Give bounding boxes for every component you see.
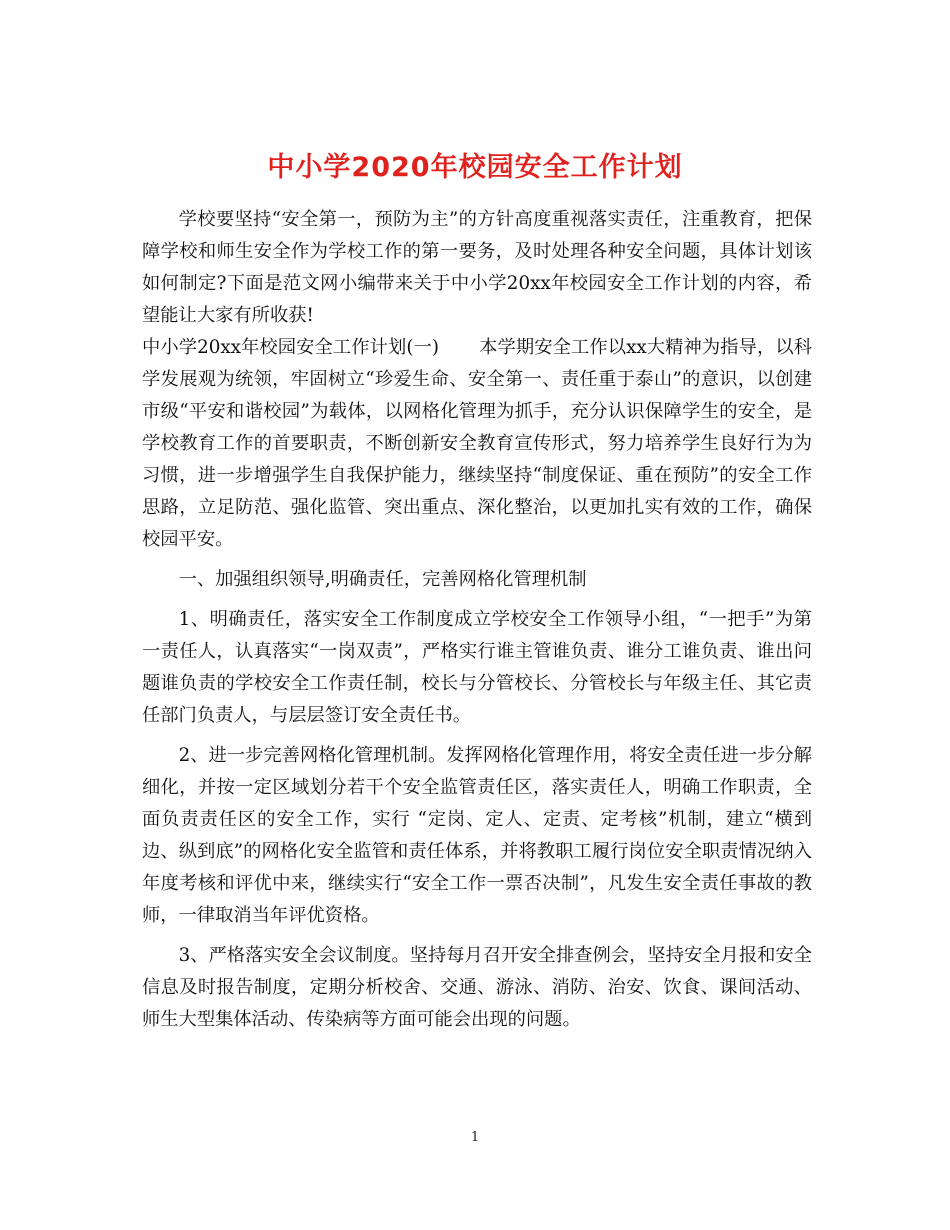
- document-title: 中小学2020年校园安全工作计划: [267, 152, 683, 184]
- section-heading: 一、加强组织领导,明确责任，完善网格化管理机制: [178, 569, 587, 590]
- plan-paragraph: [142, 332, 812, 556]
- page-number: 1: [470, 1130, 480, 1145]
- list-item: 2、进一步完善网格化管理机制。发挥网格化管理作用，将安全责任进一步分解细化，并按一定区域划分若干个安全监管责任区，落实责任人，明确工作职责，全面负责责任区的安全工作，实行 “定岗、定人、定责、定考核”机制，建立“横到边、纵到底”的网格化安全监管和责任体系，并将教职工履行岗位安全职责情况纳入年度考核和评优中来，继续实行“安全工作一票否决制”，凡发生安全责任事故的教师，一律取消当年评优资格。: [142, 745, 812, 926]
- plan-body: 本学期安全工作以xx大精神为指导，以科学发展观为统领，牢固树立“珍爱生命、安全第一、责任重于泰山”的意识，以创建市级“平安和谐校园”为载体，以网格化管理为抓手，充分认识保障学生的安全，是学校教育工作的首要职责，不断创新安全教育宣传形式，努力培养学生良好行为为习惯，进一步增强学生自我保护能力，继续坚持“制度保证、重在预防”的安全工作思路，立足防范、强化监管、突出重点、深化整治，以更加扎实有效的工作，确保校园平安。: [142, 337, 812, 550]
- plan-heading: 中小学20xx年校园安全工作计划(一): [142, 337, 440, 358]
- list-item: 3、严格落实安全会议制度。坚持每月召开安全排查例会，坚持安全月报和安全信息及时报告制度，定期分析校舍、交通、游泳、消防、治安、饮食、课间活动、师生大型集体活动、传染病等方面可能会出现的问题。: [142, 945, 812, 1030]
- list-item: 1、明确责任，落实安全工作制度成立学校安全工作领导小组，“一把手”为第一责任人，认真落实“一岗双责”，严格实行谁主管谁负责、谁分工谁负责、谁出问题谁负责的学校安全工作责任制，校长与分管校长、分管校长与年级主任、其它责任部门负责人，与层层签订安全责任书。: [142, 609, 812, 726]
- intro-paragraph: 学校要坚持“安全第一，预防为主”的方针高度重视落实责任，注重教育，把保障学校和师生安全作为学校工作的第一要务，及时处理各种安全问题，具体计划该如何制定?下面是范文网小编带来关于中小学20xx年校园安全工作计划的内容，希望能让大家有所收获!: [142, 209, 812, 326]
- document-body: [142, 204, 812, 1036]
